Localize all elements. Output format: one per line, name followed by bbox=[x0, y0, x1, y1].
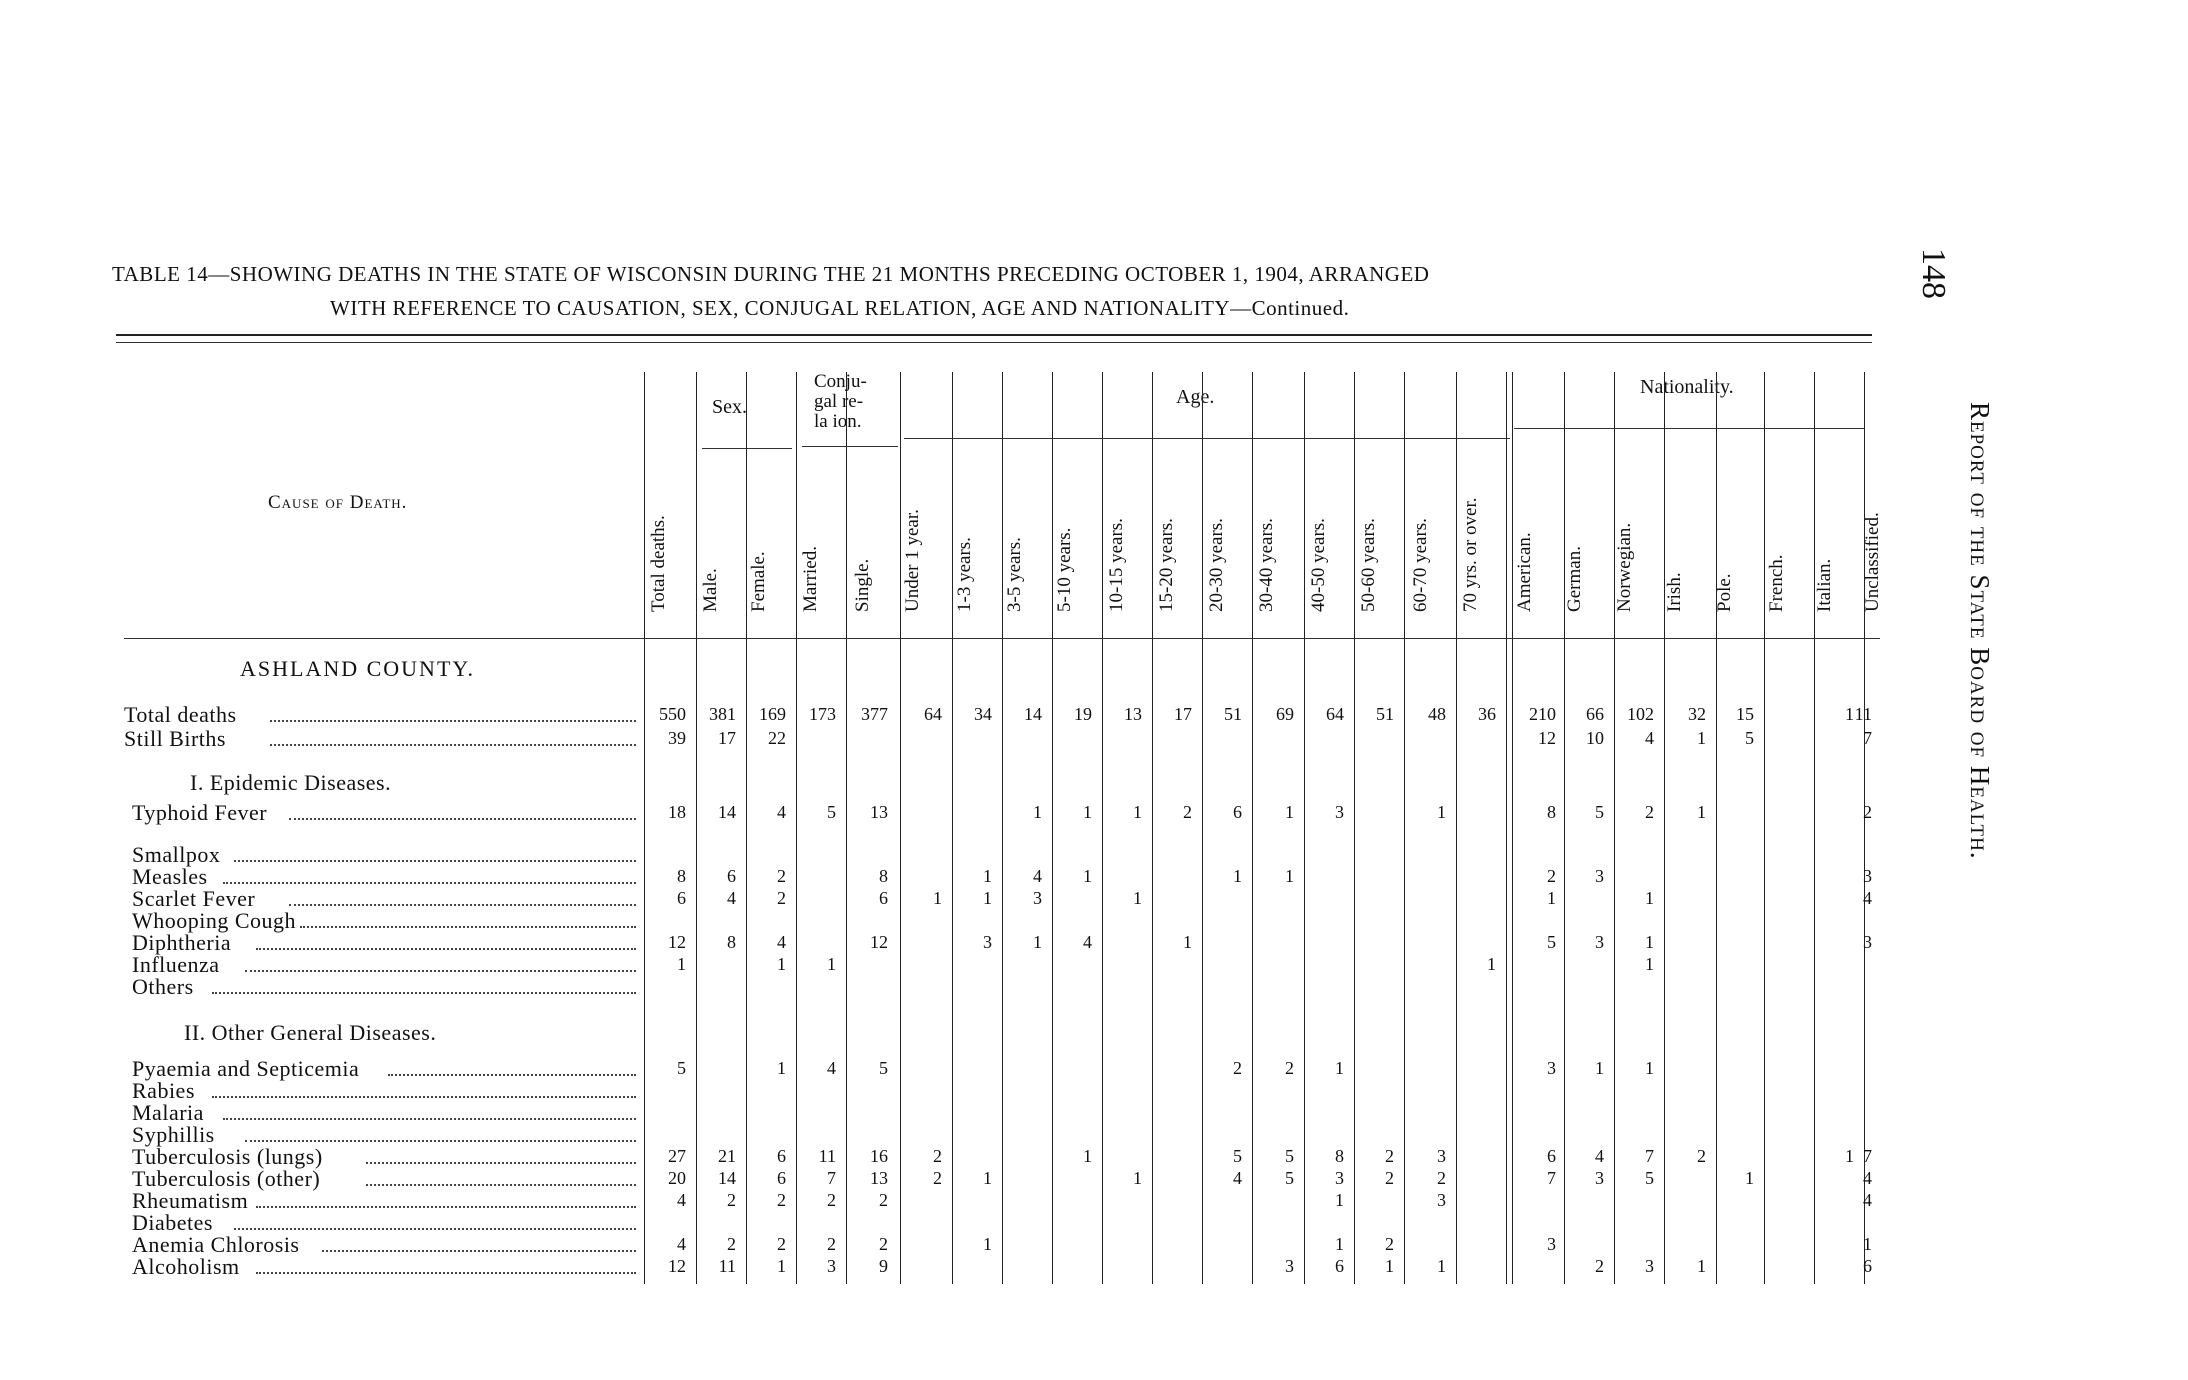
table-cell: 173 bbox=[809, 704, 836, 724]
table-cell: 4 bbox=[1083, 932, 1092, 952]
column-rule bbox=[644, 372, 645, 1284]
table-cell: 12 bbox=[668, 1256, 686, 1276]
table-title-line-2: WITH REFERENCE TO CAUSATION, SEX, CONJUGAL RELATION, AGE AND NATIONALITY—Continued. bbox=[330, 296, 1350, 320]
table-cell: 8 bbox=[879, 866, 888, 886]
table-cell: 210 bbox=[1529, 704, 1556, 724]
dot-leader bbox=[256, 1206, 636, 1208]
table-cell: 5 bbox=[1285, 1146, 1294, 1166]
table-cell: 2 bbox=[1233, 1058, 1242, 1078]
table-cell: 3 bbox=[1863, 932, 1872, 952]
table-cell: 7 bbox=[827, 1168, 836, 1188]
column-rule bbox=[846, 372, 847, 1284]
column-rule bbox=[1764, 372, 1765, 1284]
row-label: Still Births bbox=[124, 726, 226, 751]
table-cell: 9 bbox=[879, 1256, 888, 1276]
table-cell: 1 bbox=[1745, 1168, 1754, 1188]
nationality-group-rule bbox=[1514, 428, 1864, 429]
table-cell: 6 bbox=[727, 866, 736, 886]
conjugal-group-rule bbox=[802, 446, 898, 447]
dot-leader bbox=[256, 948, 636, 950]
table-cell: 7 bbox=[1547, 1168, 1556, 1188]
table-cell: 102 bbox=[1627, 704, 1654, 724]
table-cell: 22 bbox=[768, 728, 786, 748]
table-cell: 17 bbox=[718, 728, 736, 748]
page-number: 148 bbox=[1915, 248, 1952, 299]
table-cell: 2 bbox=[827, 1234, 836, 1254]
table-cell: 1 bbox=[1183, 932, 1192, 952]
dot-leader bbox=[234, 860, 636, 862]
dot-leader bbox=[245, 1140, 636, 1142]
table-cell: 1 bbox=[933, 888, 942, 908]
table-cell: 4 bbox=[777, 802, 786, 822]
conjugal-group-header-1: Conju- bbox=[814, 371, 867, 392]
column-rule bbox=[1002, 372, 1003, 1284]
table-cell: 13 bbox=[870, 1168, 888, 1188]
table-cell: 8 bbox=[677, 866, 686, 886]
table-cell: 3 bbox=[1645, 1256, 1654, 1276]
table-cell: 1 bbox=[1697, 1256, 1706, 1276]
column-header: Single. bbox=[852, 558, 873, 612]
table-cell: 1 bbox=[983, 1234, 992, 1254]
sex-group-rule bbox=[702, 448, 792, 449]
table-cell: 8 bbox=[727, 932, 736, 952]
section-epidemic-diseases: I. Epidemic Diseases. bbox=[190, 770, 392, 795]
column-rule bbox=[1506, 372, 1507, 1284]
column-rule bbox=[1456, 372, 1457, 1284]
table-cell: 2 bbox=[1183, 802, 1192, 822]
table-cell: 4 bbox=[1233, 1168, 1242, 1188]
table-cell: 1 bbox=[1863, 1234, 1872, 1254]
column-header: Pole. bbox=[1714, 573, 1735, 612]
table-cell: 12 bbox=[668, 932, 686, 952]
table-cell: 14 bbox=[718, 802, 736, 822]
column-header: 5-10 years. bbox=[1054, 527, 1075, 612]
table-cell: 1 bbox=[1595, 1058, 1604, 1078]
county-heading: ASHLAND COUNTY. bbox=[240, 656, 475, 681]
table-cell: 1 bbox=[777, 1256, 786, 1276]
table-cell: 14 bbox=[718, 1168, 736, 1188]
table-cell: 2 bbox=[1385, 1234, 1394, 1254]
section-other-general-diseases: II. Other General Diseases. bbox=[184, 1020, 437, 1045]
table-cell: 6 bbox=[777, 1146, 786, 1166]
table-cell: 21 bbox=[718, 1146, 736, 1166]
table-cell: 2 bbox=[1385, 1168, 1394, 1188]
row-label: Total deaths bbox=[124, 702, 237, 727]
table-cell: 6 bbox=[677, 888, 686, 908]
table-cell: 4 bbox=[1645, 728, 1654, 748]
column-rule bbox=[952, 372, 953, 1284]
table-cell: 8 bbox=[1547, 802, 1556, 822]
table-cell: 3 bbox=[1547, 1234, 1556, 1254]
column-header: Female. bbox=[748, 551, 769, 612]
title-rule bbox=[116, 334, 1872, 336]
table-cell: 36 bbox=[1478, 704, 1496, 724]
table-cell: 7 bbox=[1863, 1146, 1872, 1166]
table-cell: 4 bbox=[677, 1190, 686, 1210]
table-cell: 3 bbox=[827, 1256, 836, 1276]
dot-leader bbox=[245, 970, 636, 972]
table-cell: 3 bbox=[1335, 1168, 1344, 1188]
table-cell: 2 bbox=[933, 1146, 942, 1166]
table-cell: 4 bbox=[727, 888, 736, 908]
table-cell: 2 bbox=[1285, 1058, 1294, 1078]
column-rule bbox=[1664, 372, 1665, 1284]
row-label: Whooping Cough bbox=[132, 908, 297, 933]
table-cell: 1 bbox=[1437, 802, 1446, 822]
column-header: Under 1 year. bbox=[902, 509, 923, 612]
row-label: Diphtheria bbox=[132, 930, 232, 955]
table-cell: 11 bbox=[718, 1256, 736, 1276]
column-header: Norwegian. bbox=[1614, 522, 1635, 612]
column-rule bbox=[1716, 372, 1717, 1284]
row-label: Pyaemia and Septicemia bbox=[132, 1056, 360, 1081]
table-cell: 2 bbox=[1547, 866, 1556, 886]
dot-leader bbox=[270, 720, 636, 722]
sex-group-header: Sex. bbox=[712, 396, 747, 418]
table-cell: 3 bbox=[983, 932, 992, 952]
table-cell: 1 bbox=[677, 954, 686, 974]
table-cell: 5 bbox=[1233, 1146, 1242, 1166]
table-cell: 1 bbox=[983, 1168, 992, 1188]
table-cell: 3 bbox=[1595, 932, 1604, 952]
table-cell: 1 bbox=[1645, 954, 1654, 974]
table-cell: 13 bbox=[870, 802, 888, 822]
dot-leader bbox=[388, 1074, 636, 1076]
table-cell: 1 bbox=[1437, 1256, 1446, 1276]
table-cell: 6 bbox=[879, 888, 888, 908]
table-cell: 1 bbox=[1033, 802, 1042, 822]
row-label: Alcoholism bbox=[132, 1254, 240, 1279]
dot-leader bbox=[289, 818, 636, 820]
conjugal-group-header-2: gal re- bbox=[814, 391, 864, 412]
table-cell: 1 bbox=[1547, 888, 1556, 908]
dot-leader bbox=[289, 904, 636, 906]
column-header: 20-30 years. bbox=[1206, 518, 1227, 612]
table-cell: 51 bbox=[1376, 704, 1394, 724]
table-cell: 1 bbox=[983, 888, 992, 908]
dot-leader bbox=[223, 882, 636, 884]
table-cell: 2 bbox=[1863, 802, 1872, 822]
table-cell: 1 bbox=[983, 866, 992, 886]
conjugal-group-header-3: la ion. bbox=[814, 411, 862, 432]
table-cell: 2 bbox=[1595, 1256, 1604, 1276]
table-cell: 1 bbox=[1645, 888, 1654, 908]
table-cell: 1 bbox=[827, 954, 836, 974]
table-cell: 1 bbox=[1845, 704, 1854, 724]
table-cell: 4 bbox=[827, 1058, 836, 1078]
table-cell: 32 bbox=[1688, 704, 1706, 724]
column-header: Total deaths. bbox=[648, 515, 669, 612]
column-rule bbox=[1102, 372, 1103, 1284]
row-label: Rheumatism bbox=[132, 1188, 249, 1213]
table-cell: 1 bbox=[1083, 1146, 1092, 1166]
table-cell: 5 bbox=[677, 1058, 686, 1078]
table-cell: 11 bbox=[1854, 704, 1872, 724]
table-cell: 34 bbox=[974, 704, 992, 724]
table-cell: 1 bbox=[1845, 1146, 1854, 1166]
column-header: 10-15 years. bbox=[1106, 518, 1127, 612]
table-cell: 2 bbox=[1645, 802, 1654, 822]
table-cell: 5 bbox=[1745, 728, 1754, 748]
column-rule bbox=[1404, 372, 1405, 1284]
table-cell: 5 bbox=[1547, 932, 1556, 952]
dot-leader bbox=[322, 1250, 636, 1252]
table-cell: 51 bbox=[1224, 704, 1242, 724]
row-label: Rabies bbox=[132, 1078, 195, 1103]
table-cell: 5 bbox=[827, 802, 836, 822]
table-cell: 64 bbox=[924, 704, 942, 724]
table-cell: 1 bbox=[1133, 888, 1142, 908]
row-label: Tuberculosis (lungs) bbox=[132, 1144, 323, 1169]
column-header: 3-5 years. bbox=[1004, 537, 1025, 612]
table-cell: 20 bbox=[668, 1168, 686, 1188]
table-cell: 4 bbox=[1863, 1168, 1872, 1188]
table-cell: 10 bbox=[1586, 728, 1604, 748]
table-cell: 2 bbox=[827, 1190, 836, 1210]
table-cell: 3 bbox=[1547, 1058, 1556, 1078]
row-label: Measles bbox=[132, 864, 208, 889]
table-cell: 1 bbox=[1233, 866, 1242, 886]
row-label: Diabetes bbox=[132, 1210, 213, 1235]
row-label: Others bbox=[132, 974, 194, 999]
table-cell: 3 bbox=[1595, 866, 1604, 886]
table-cell: 3 bbox=[1285, 1256, 1294, 1276]
table-cell: 4 bbox=[1863, 888, 1872, 908]
table-cell: 6 bbox=[1335, 1256, 1344, 1276]
header-top-rule bbox=[116, 342, 1872, 343]
table-cell: 2 bbox=[777, 888, 786, 908]
table-cell: 1 bbox=[1083, 866, 1092, 886]
table-cell: 3 bbox=[1335, 802, 1344, 822]
row-label: Syphillis bbox=[132, 1122, 215, 1147]
table-cell: 48 bbox=[1428, 704, 1446, 724]
table-cell: 2 bbox=[727, 1234, 736, 1254]
table-cell: 2 bbox=[879, 1190, 888, 1210]
column-header: 50-60 years. bbox=[1358, 518, 1379, 612]
running-head: Report of the State Board of Health. bbox=[1965, 402, 1995, 860]
table-cell: 1 bbox=[1285, 866, 1294, 886]
table-cell: 16 bbox=[870, 1146, 888, 1166]
column-header: German. bbox=[1564, 546, 1585, 612]
table-cell: 2 bbox=[1385, 1146, 1394, 1166]
table-cell: 13 bbox=[1124, 704, 1142, 724]
column-header: French. bbox=[1766, 554, 1787, 612]
table-cell: 1 bbox=[1133, 1168, 1142, 1188]
table-cell: 69 bbox=[1276, 704, 1294, 724]
table-cell: 1 bbox=[777, 954, 786, 974]
table-cell: 6 bbox=[1547, 1146, 1556, 1166]
column-rule bbox=[1252, 372, 1253, 1284]
column-header: 1-3 years. bbox=[954, 537, 975, 612]
table-title-line-1: TABLE 14—SHOWING DEATHS IN THE STATE OF WISCONSIN DURING THE 21 MONTHS PRECEDING OCTOBER 1, 1904, ARRANGED bbox=[112, 262, 1430, 286]
age-group-rule bbox=[904, 438, 1510, 439]
table-cell: 381 bbox=[709, 704, 736, 724]
table-cell: 1 bbox=[1133, 802, 1142, 822]
column-header: 40-50 years. bbox=[1308, 518, 1329, 612]
table-cell: 3 bbox=[1595, 1168, 1604, 1188]
table-cell: 12 bbox=[870, 932, 888, 952]
table-cell: 2 bbox=[1437, 1168, 1446, 1188]
dot-leader bbox=[300, 926, 636, 928]
dot-leader bbox=[366, 1162, 636, 1164]
table-cell: 17 bbox=[1174, 704, 1192, 724]
table-cell: 12 bbox=[1538, 728, 1556, 748]
table-cell: 169 bbox=[759, 704, 786, 724]
table-cell: 64 bbox=[1326, 704, 1344, 724]
dot-leader bbox=[270, 744, 636, 746]
age-group-header: Age. bbox=[1176, 386, 1215, 408]
table-cell: 2 bbox=[727, 1190, 736, 1210]
row-label: Malaria bbox=[132, 1100, 204, 1125]
dot-leader bbox=[212, 992, 636, 994]
column-header: 30-40 years. bbox=[1256, 518, 1277, 612]
table-cell: 3 bbox=[1437, 1190, 1446, 1210]
table-cell: 39 bbox=[668, 728, 686, 748]
column-header: Married. bbox=[800, 546, 821, 612]
table-cell: 1 bbox=[1697, 728, 1706, 748]
column-header: Italian. bbox=[1814, 558, 1835, 612]
table-cell: 4 bbox=[1033, 866, 1042, 886]
table-cell: 27 bbox=[668, 1146, 686, 1166]
cause-of-death-header: Cause of Death. bbox=[268, 492, 408, 513]
table-cell: 6 bbox=[1233, 802, 1242, 822]
table-cell: 1 bbox=[1335, 1058, 1344, 1078]
table-cell: 3 bbox=[1863, 866, 1872, 886]
table-cell: 8 bbox=[1335, 1146, 1344, 1166]
table-cell: 3 bbox=[1437, 1146, 1446, 1166]
table-cell: 3 bbox=[1033, 888, 1042, 908]
table-cell: 1 bbox=[777, 1058, 786, 1078]
dot-leader bbox=[256, 1272, 636, 1274]
table-cell: 5 bbox=[1285, 1168, 1294, 1188]
table-cell: 15 bbox=[1736, 704, 1754, 724]
table-cell: 11 bbox=[818, 1146, 836, 1166]
dot-leader bbox=[212, 1096, 636, 1098]
table-cell: 1 bbox=[1385, 1256, 1394, 1276]
table-cell: 1 bbox=[1645, 932, 1654, 952]
table-cell: 4 bbox=[677, 1234, 686, 1254]
table-cell: 2 bbox=[777, 866, 786, 886]
table-cell: 2 bbox=[777, 1190, 786, 1210]
table-cell: 1 bbox=[1335, 1234, 1344, 1254]
column-header: American. bbox=[1514, 532, 1535, 612]
table-cell: 6 bbox=[1863, 1256, 1872, 1276]
row-label: Typhoid Fever bbox=[132, 800, 268, 825]
column-header: Unclassified. bbox=[1862, 512, 1883, 612]
dot-leader bbox=[366, 1184, 636, 1186]
column-header: 60-70 years. bbox=[1410, 518, 1431, 612]
dot-leader bbox=[223, 1118, 636, 1120]
nationality-group-header: Nationality. bbox=[1640, 376, 1734, 398]
table-cell: 14 bbox=[1024, 704, 1042, 724]
table-cell: 5 bbox=[879, 1058, 888, 1078]
table-cell: 1 bbox=[1645, 1058, 1654, 1078]
table-cell: 4 bbox=[1595, 1146, 1604, 1166]
dot-leader bbox=[234, 1228, 636, 1230]
column-header: 15-20 years. bbox=[1156, 518, 1177, 612]
table-cell: 66 bbox=[1586, 704, 1604, 724]
column-header: Male. bbox=[700, 568, 721, 612]
table-cell: 7 bbox=[1863, 728, 1872, 748]
table-cell: 377 bbox=[861, 704, 888, 724]
table-cell: 6 bbox=[777, 1168, 786, 1188]
row-label: Tuberculosis (other) bbox=[132, 1166, 321, 1191]
table-cell: 1 bbox=[1697, 802, 1706, 822]
row-label: Smallpox bbox=[132, 842, 221, 867]
table-cell: 1 bbox=[1083, 802, 1092, 822]
table-cell: 2 bbox=[933, 1168, 942, 1188]
table-cell: 5 bbox=[1595, 802, 1604, 822]
column-rule bbox=[1512, 372, 1513, 1284]
table-cell: 1 bbox=[1033, 932, 1042, 952]
table-cell: 4 bbox=[1863, 1190, 1872, 1210]
row-label: Scarlet Fever bbox=[132, 886, 256, 911]
row-label: Influenza bbox=[132, 952, 220, 977]
table-cell: 7 bbox=[1645, 1146, 1654, 1166]
table-cell: 2 bbox=[1697, 1146, 1706, 1166]
table-cell: 1 bbox=[1285, 802, 1294, 822]
table-cell: 1 bbox=[1335, 1190, 1344, 1210]
table-cell: 5 bbox=[1645, 1168, 1654, 1188]
table-cell: 1 bbox=[1487, 954, 1496, 974]
column-rule bbox=[1152, 372, 1153, 1284]
column-rule bbox=[900, 372, 901, 1284]
row-label: Anemia Chlorosis bbox=[132, 1232, 300, 1257]
table-cell: 4 bbox=[777, 932, 786, 952]
table-cell: 2 bbox=[879, 1234, 888, 1254]
table-cell: 2 bbox=[777, 1234, 786, 1254]
column-header: 70 yrs. or over. bbox=[1460, 497, 1481, 612]
column-header: Irish. bbox=[1664, 572, 1685, 612]
table-cell: 18 bbox=[668, 802, 686, 822]
table-cell: 550 bbox=[659, 704, 686, 724]
table-cell: 19 bbox=[1074, 704, 1092, 724]
